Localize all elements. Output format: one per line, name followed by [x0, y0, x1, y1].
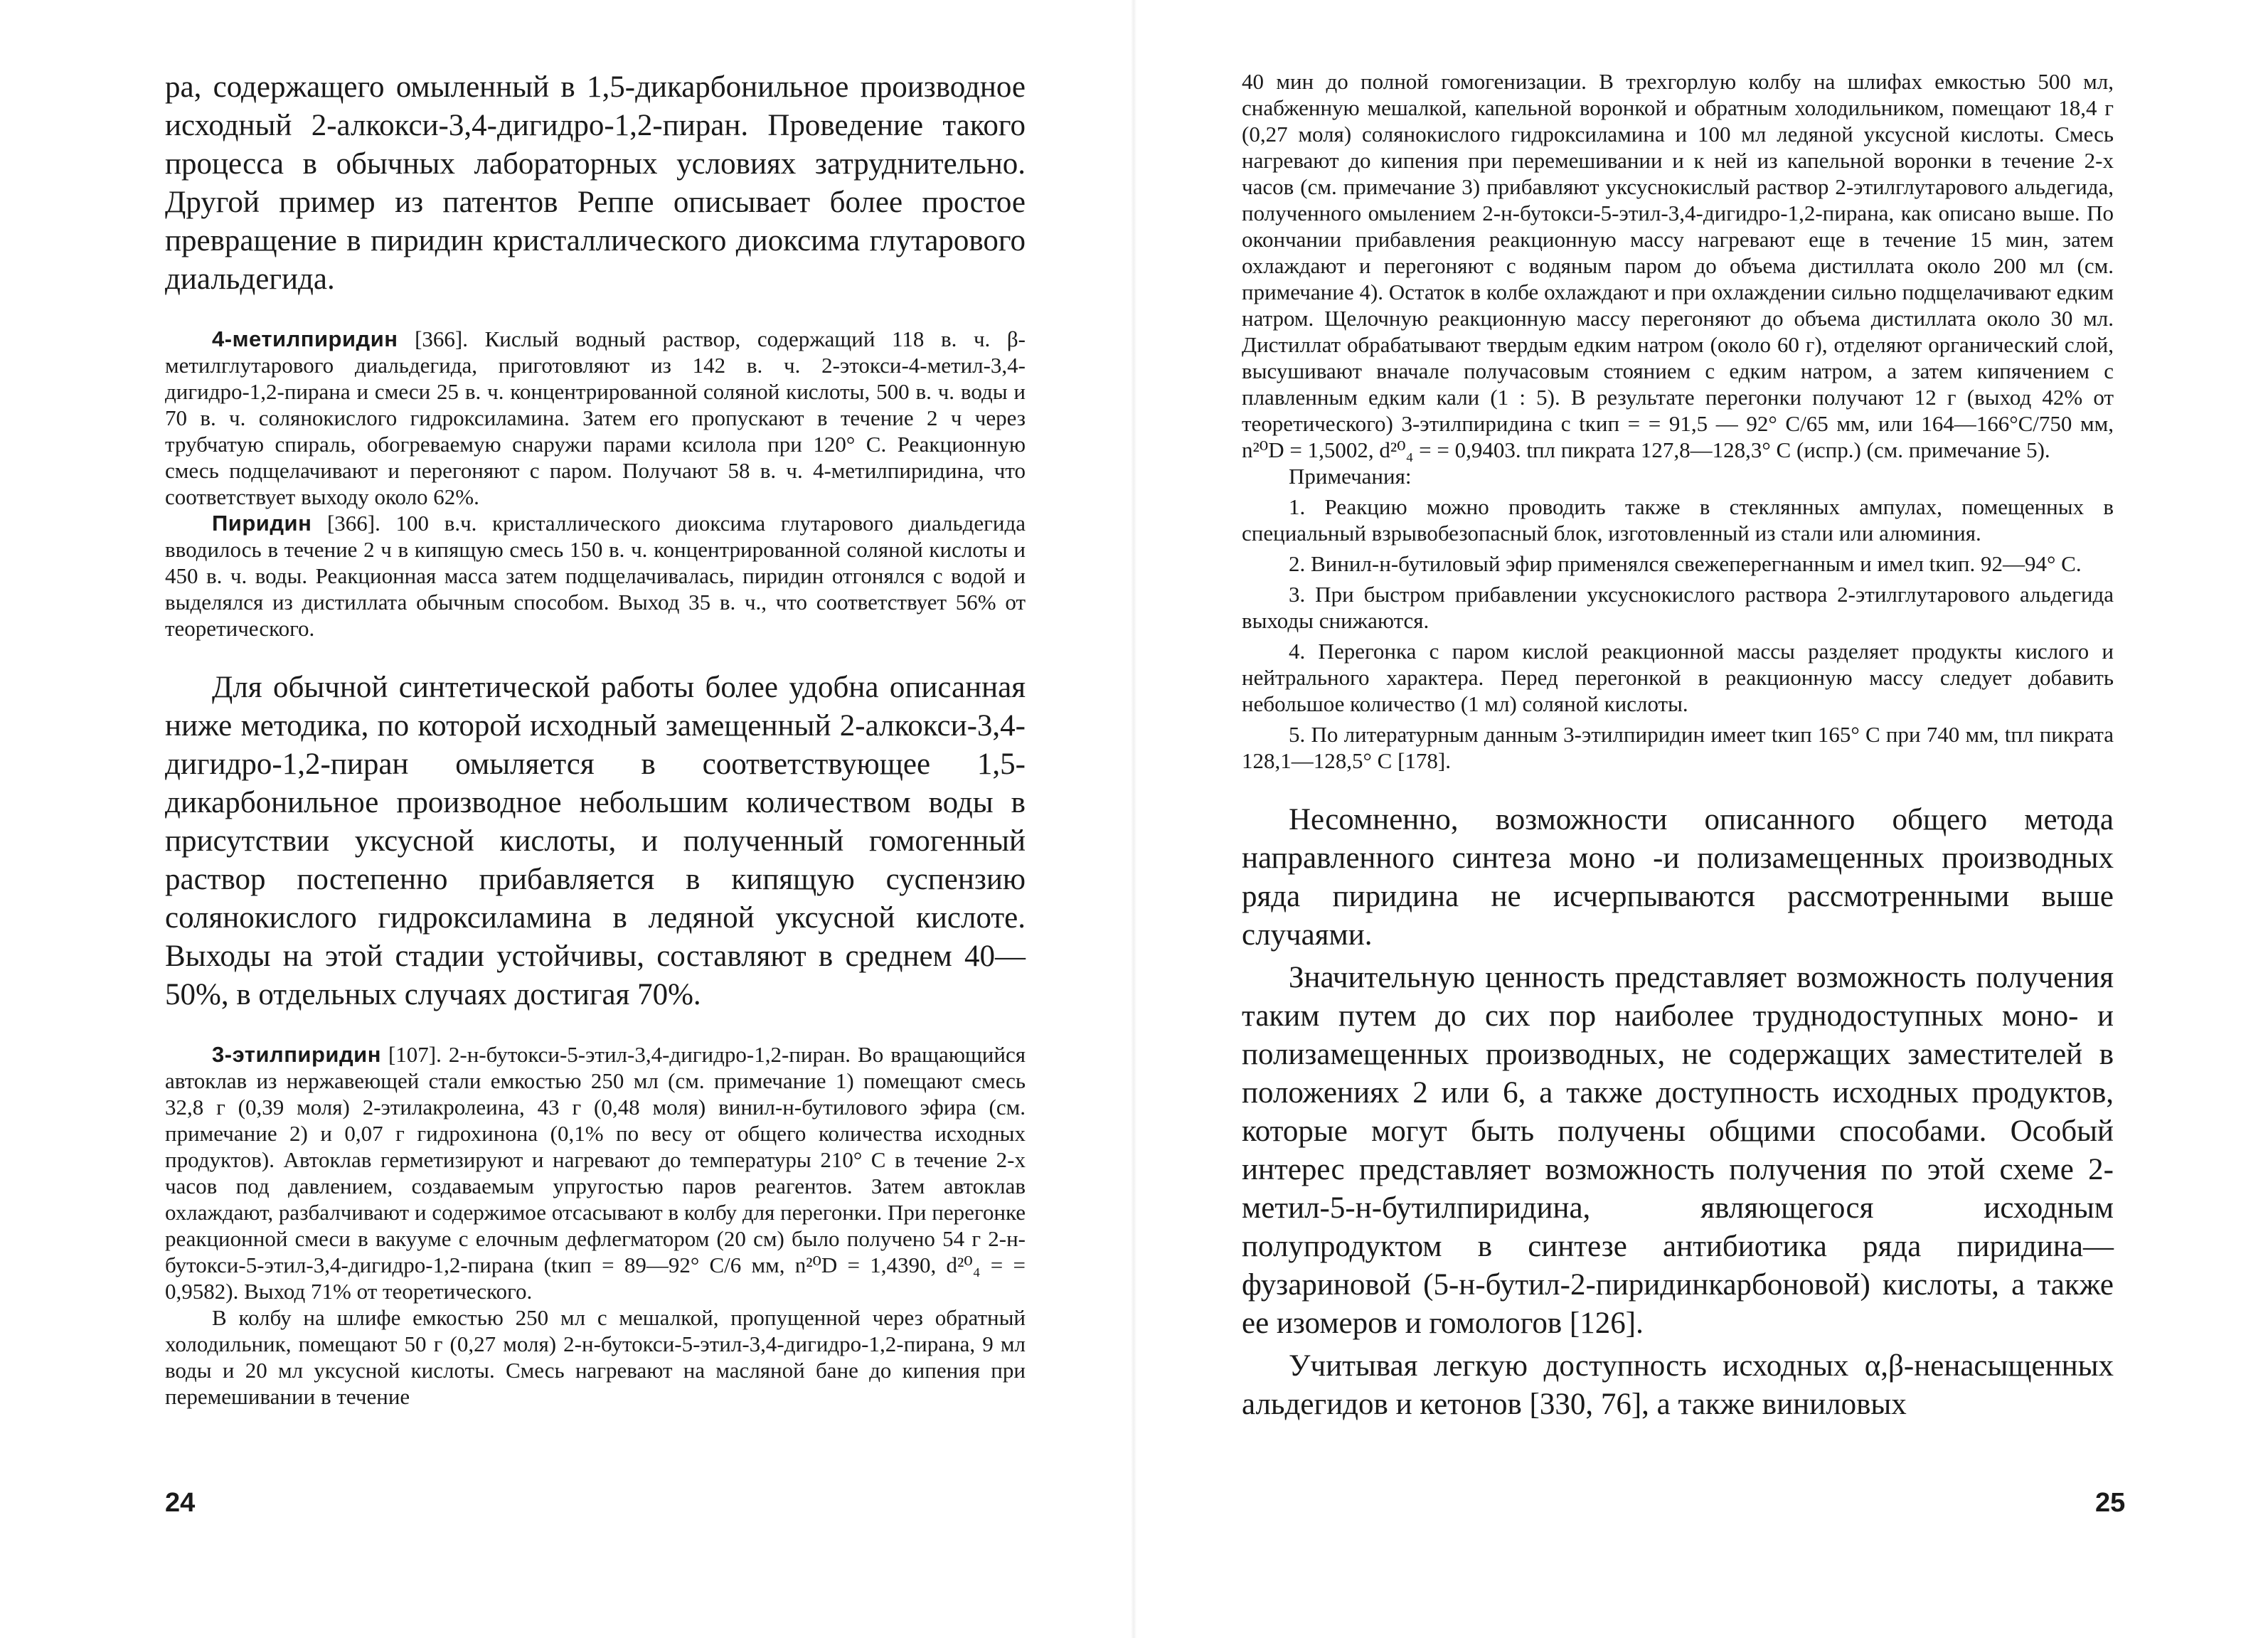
right-procedure-continued: 40 мин до полной гомогенизации. В трехгорлую колбу на шлифах емкостью 500 мл, снабженную мешалкой, капельной воронкой и обратным холодильником, помещают 18,4 г (0,27 моля) солянокислого гидроксиламина и 100 мл ледяной уксусной кислоты. Смесь нагревают до кипения при перемешивании и к ней из капельной воронки в течение 2-х часов (см. примечание 3) прибавляют уксуснокислый раствор 2-этилглутарового альдегида, полученного омылением 2-н-бутокси-5-этил-3,4-дигидро-1,2-пирана, как описано выше. По окончании прибавления реакционную массу нагревают еще в течение 15 мин, затем охлаждают и перегоняют с водяным паром до объема дистиллата около 200 мл (см. примечание 4). Остаток в колбе охлаждают и при охлаждении сильно подщелачивают едким натром. Щелочную реакционную массу перегоняют до объема дистиллата около 30 мл. Дистиллат обрабатывают твердым едким натром (около 60 г), отделяют органический слой, высушивают вначале получасовым стоянием с едким натром, а затем кипячением с плавленным едким кали (1 : 5). В результате перегонки получают 12 г (выход 42% от теоретического) 3-этилпиридина с tкип = = 91,5 — 92° С/65 мм, или 164—166°С/750 мм, n²⁰D = 1,5002, d²⁰₄ = = 0,9403. tпл пикрата 127,8—128,3° С (испр.) (см. примечание 5).	[1242, 69, 2114, 462]
methylpyridine-text: [366]. Кислый водный раствор, содержащий 118 в. ч. β-метилглутарового диальдегида, приготовляют из 142 в. ч. 2-этокси-4-метил-3,4-дигидро-1,2-пирана и смеси 25 в. ч. концентрированной соляной кислоты, 500 в. ч. воды и 70 в. ч. солянокислого гидроксиламина. Затем его пропускают в течение 2 ч через трубчатую спираль, обогреваемую снаружи парами ксилола при 120° С. Реакционную смесь подщелачивают и перегоняют с паром. Получают 58 в. ч. 4-метилпиридина, что соответствует выходу около 62%.	[165, 326, 1026, 509]
right-paragraph-availability: Учитывая легкую доступность исходных α,β-ненасыщенных альдегидов и кетонов [330, 76], а также виниловых	[1242, 1349, 2114, 1421]
note-3: 3. При быстром прибавлении уксуснокислого раствора 2-этилглутарового альдегида выходы снижаются.	[1242, 582, 2114, 633]
note-4: 4. Перегонка с паром кислой реакционной массы разделяет продукты кислого и нейтрального характера. Перед перегонкой в реакционную массу следует добавить небольшое количество (1 мл) соляной кислоты.	[1242, 639, 2114, 716]
ethylpyridine-heading: 3-этилпиридин	[212, 1042, 381, 1067]
note-2: 2. Винил-н-бутиловый эфир применялся свежеперегнанным и имел tкип. 92—94° С.	[1289, 551, 2082, 576]
right-text-column	[1242, 68, 2114, 1424]
page-number-left: 24	[165, 1488, 196, 1518]
note-1: 1. Реакцию можно проводить также в стеклянных ампулах, помещенных в специальный взрывобезопасный блок, изготовленный из стали или алюминия.	[1242, 494, 2114, 546]
pyridine-heading: Пиридин	[212, 511, 312, 536]
right-page	[1134, 0, 2268, 1638]
left-text-column	[165, 68, 1026, 1410]
methylpyridine-section	[165, 326, 1026, 510]
ethylpyridine-section	[165, 1041, 1026, 1304]
right-paragraph-conclusion: Несомненно, возможности описанного общего метода направленного синтеза моно -и полизамещенных производных ряда пиридина не исчерпываются рассмотренными выше случаями.	[1242, 803, 2114, 952]
right-paragraph-value: Значительную ценность представляет возможность получения таким путем до сих пор наиболее труднодоступных моно- и полизамещенных производных, не содержащих заместителей в положениях 2 или 6, а также доступность исходных продуктов, которые могут быть получены общими способами. Особый интерес представляет возможность получения по этой схеме 2-метил-5-н-бутилпиридина, являющегося исходным полупродуктом в синтезе антибиотика ряда пиридина—фузариновой (5-н-бутил-2-пиридинкарбоновой) кислоты, а также ее изомеров и гомологов [126].	[1242, 961, 2114, 1340]
pyridine-section	[165, 510, 1026, 642]
left-paragraph-intro: ра, содержащего омыленный в 1,5-дикарбонильное производное исходный 2-алкокси-3,4-дигидро-1,2-пиран. Проведение такого процесса в обычных лабораторных условиях затруднительно. Другой пример из патентов Реппе описывает более простое превращение в пиридин кристаллического диоксима глутарового диальдегида.	[165, 70, 1026, 296]
notes-heading: Примечания:	[1289, 464, 1412, 489]
left-paragraph-method: Для обычной синтетической работы более удобна описанная ниже методика, по которой исходный замещенный 2-алкокси-3,4-дигидро-1,2-пиран омыляется в соответствующее 1,5-дикарбонильное производное небольшим количеством воды в присутствии уксусной кислоты, и полученный гомогенный раствор постепенно прибавляется в кипящую суспензию солянокислого гидроксиламина в ледяной уксусной кислоте. Выходы на этой стадии устойчивы, составляют в среднем 40—50%, в отдельных случаях достигая 70%.	[165, 671, 1026, 1011]
ethylpyridine-text: [107]. 2-н-бутокси-5-этил-3,4-дигидро-1,2-пиран. Во вращающийся автоклав из нержавеющей стали емкостью 250 мл (см. примечание 1) помещают смесь 32,8 г (0,39 моля) 2-этилакролеина, 43 г (0,48 моля) винил-н-бутилового эфира (см. примечание 2) и 0,07 г гидрохинона (0,1% по весу от общего количества исходных продуктов). Автоклав герметизируют и нагревают до температуры 210° С в течение 2-х часов под давлением, создаваемым упругостью паров реагентов. Затем автоклав охлаждают, разбалчивают и содержимое отсасывают в колбу для перегонки. При перегонке реакционной смеси в вакууме с елочным дефлегматором (20 см) было получено 54 г 2-н-бутокси-5-этил-3,4-дигидро-1,2-пирана (tкип = 89—92° С/6 мм, n²⁰D = 1,4390, d²⁰₄ = = 0,9582). Выход 71% от теоретического.	[165, 1042, 1026, 1304]
methylpyridine-heading: 4-метилпиридин	[212, 326, 398, 351]
page-number-right: 25	[2095, 1488, 2126, 1518]
flask-procedure-text: В колбу на шлифе емкостью 250 мл с мешалкой, пропущенной через обратный холодильник, помещают 50 г (0,27 моля) 2-н-бутокси-5-этил-3,4-дигидро-1,2-пирана, 9 мл воды и 20 мл уксусной кислоты. Смесь нагревают на масляной бане до кипения при перемешивании в течение	[165, 1305, 1026, 1409]
pyridine-text: [366]. 100 в.ч. кристаллического диоксима глутарового диальдегида вводилось в течение 2 ч в кипящую смесь 150 в. ч. концентрированной соляной кислоты и 450 в. ч. воды. Реакционная масса затем подщелачивалась, пиридин отгонялся с водой и выделялся из дистиллата обычным способом. Выход 35 в. ч., что соответствует 56% от теоретического.	[165, 511, 1026, 641]
note-5: 5. По литературным данным 3-этилпиридин имеет tкип 165° С при 740 мм, tпл пикрата 128,1—128,5° С [178].	[1242, 722, 2114, 773]
